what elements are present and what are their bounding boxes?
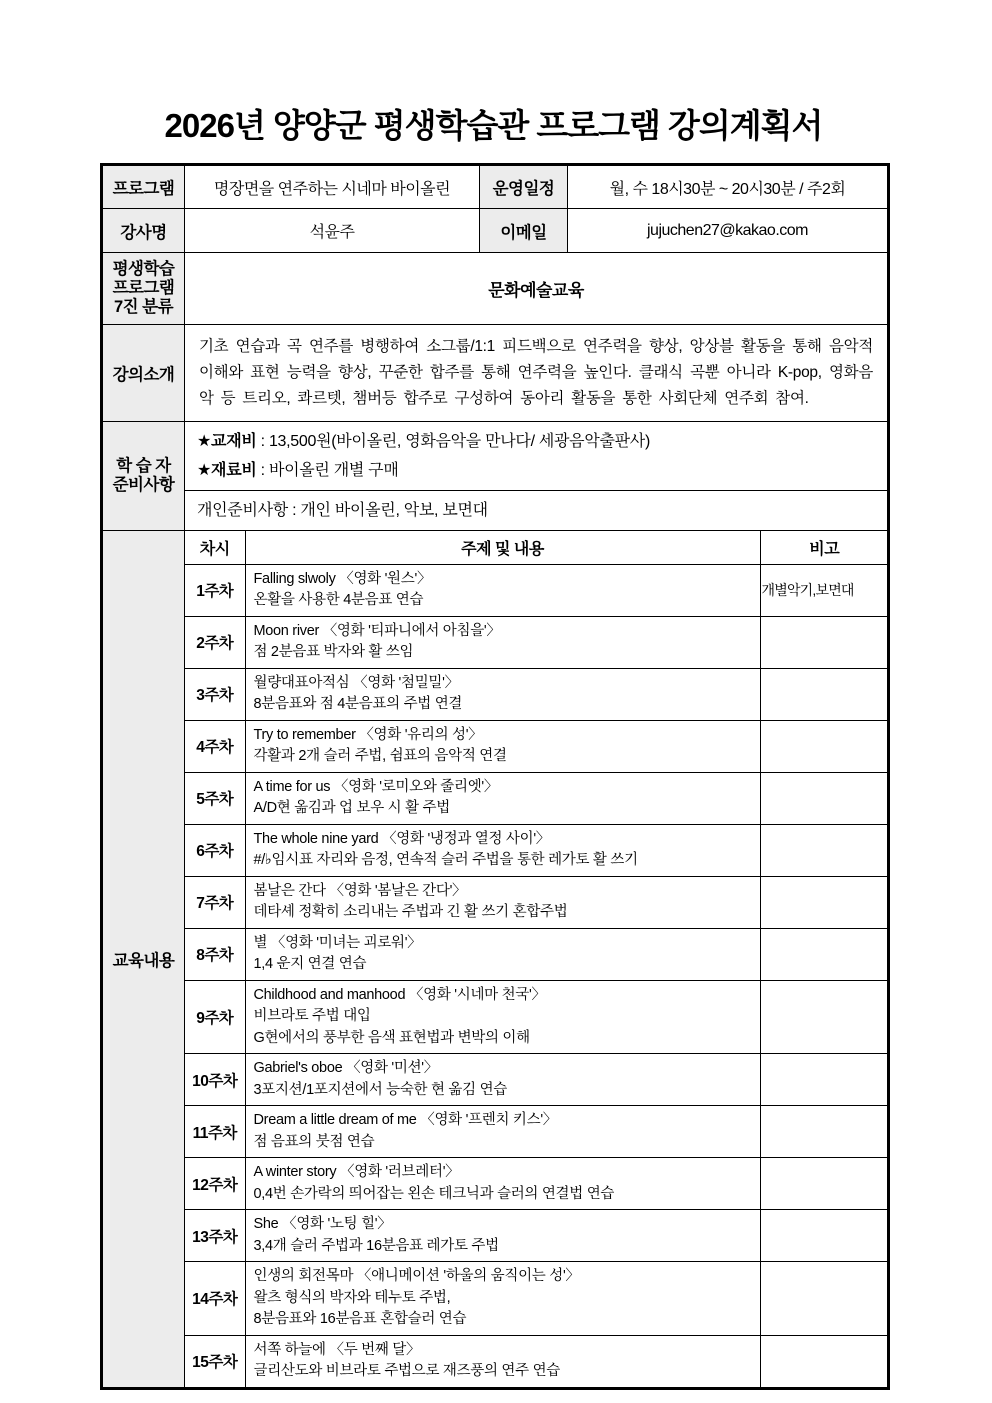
table-row — [102, 422, 889, 491]
topic-line: Gabriel's oboe 〈영화 '미션'〉 — [253, 1060, 438, 1076]
note-cell — [760, 1210, 888, 1262]
topic-cell — [245, 824, 760, 876]
note-cell — [760, 772, 888, 824]
topic-line: Childhood and manhood 〈영화 '시네마 천국'〉 — [253, 986, 546, 1003]
table-row — [102, 325, 889, 422]
prep-label-line: 학 습 자 — [116, 457, 171, 475]
topic-cell — [245, 1262, 760, 1336]
topic-line: 온활을 사용한 4분음표 연습 — [253, 592, 424, 608]
curriculum-row — [185, 1262, 888, 1336]
week-cell: 2주차 — [185, 616, 245, 668]
category-label — [102, 253, 185, 325]
curriculum-row — [185, 980, 888, 1054]
textbook-cost-label: ★교재비 — [197, 433, 257, 450]
textbook-cost-line — [197, 427, 875, 456]
curriculum-row — [185, 668, 888, 720]
curriculum-row — [185, 1158, 888, 1210]
topic-line: 별 〈영화 '미녀는 괴로워'〉 — [253, 934, 422, 951]
topic-line: 0,4번 손가락의 띄어잡는 왼손 테크닉과 슬러의 연결법 연습 — [253, 1185, 615, 1202]
schedule-value: 월, 수 18시30분 ~ 20시30분 / 주2회 — [568, 165, 889, 209]
note-cell — [760, 668, 888, 720]
topic-line: A/D현 옮김과 업 보우 시 활 주법 — [253, 800, 450, 816]
curriculum-section-label: 교육내용 — [102, 531, 185, 1389]
category-label-line: 평생학습 — [112, 260, 175, 278]
curriculum-row — [185, 720, 888, 772]
week-cell: 9주차 — [185, 980, 245, 1054]
curriculum-body — [185, 531, 888, 1387]
curriculum-header-row — [185, 531, 888, 564]
topic-line: Falling slwoly 〈영화 '원스'〉 — [253, 570, 432, 587]
week-cell: 10주차 — [185, 1054, 245, 1106]
textbook-cost-value: : 13,500원(바이올린, 영화음악을 만나다/ 세광음악출판사) — [256, 433, 650, 450]
week-cell: 3주차 — [185, 668, 245, 720]
topic-cell — [245, 1158, 760, 1210]
topic-line: 월량대표아적심 〈영화 '첨밀밀'〉 — [253, 674, 459, 691]
curriculum-row — [185, 824, 888, 876]
topic-line: Moon river 〈영화 '티파니에서 아침을'〉 — [253, 622, 501, 639]
topic-line: 왈츠 형식의 박자와 테누토 주법, — [253, 1289, 451, 1306]
week-cell: 1주차 — [185, 564, 245, 616]
topic-cell — [245, 668, 760, 720]
week-cell: 11주차 — [185, 1106, 245, 1158]
note-cell — [760, 1106, 888, 1158]
note-cell — [760, 1335, 888, 1387]
week-cell: 14주차 — [185, 1262, 245, 1336]
note-column-header: 비고 — [760, 531, 888, 564]
topic-line: A time for us 〈영화 '로미오와 줄리엣'〉 — [253, 778, 499, 795]
program-value: 명장면을 연주하는 시네마 바이올린 — [185, 165, 480, 209]
week-cell: 6주차 — [185, 824, 245, 876]
document-page — [100, 100, 887, 1390]
material-cost-label: ★재료비 — [197, 462, 257, 479]
week-cell: 5주차 — [185, 772, 245, 824]
curriculum-row — [185, 928, 888, 980]
topic-cell — [245, 928, 760, 980]
note-cell — [760, 616, 888, 668]
category-label-line: 프로그램 — [112, 279, 175, 297]
topic-line: Dream a little dream of me 〈영화 '프렌치 키스'〉 — [253, 1112, 558, 1128]
topic-cell — [245, 1054, 760, 1106]
email-label: 이메일 — [480, 209, 568, 253]
topic-line: 점 2분음표 박자와 활 쓰임 — [253, 644, 414, 660]
curriculum-row — [185, 564, 888, 616]
table-row — [102, 253, 889, 325]
note-cell — [760, 824, 888, 876]
curriculum-row — [185, 1106, 888, 1158]
topic-line: Try to remember 〈영화 '유리의 성'〉 — [253, 726, 483, 743]
topic-line: 점 음표의 붓점 연습 — [253, 1133, 375, 1150]
week-cell: 4주차 — [185, 720, 245, 772]
intro-text: 기초 연습과 곡 연주를 병행하여 소그룹/1:1 피드백으로 연주력을 향상, 앙상블 활동을 통해 음악적 이해와 표현 능력을 향상, 꾸준한 합주를 통해 연주력을 높인다. 클래식 곡뿐 아니라 K-pop, 영화음악 등 트리오, 콰르텟, 챔버등 합주로 구성하여 동아리 활동을 통한 사회단체 연주회 참여. — [185, 325, 889, 422]
email-value: jujuchen27@kakao.com — [568, 209, 889, 253]
page-title: 2026년 양양군 평생학습관 프로그램 강의계획서 — [164, 107, 823, 144]
topic-cell — [245, 876, 760, 928]
curriculum-row — [185, 876, 888, 928]
topic-cell — [245, 720, 760, 772]
prep-label — [102, 422, 185, 531]
week-cell: 7주차 — [185, 876, 245, 928]
topic-line: 데타셰 정확히 소리내는 주법과 긴 활 쓰기 혼합주법 — [253, 904, 568, 920]
note-cell — [760, 720, 888, 772]
topic-line: #/♭임시표 자리와 음정, 연속적 슬러 주법을 통한 레가토 활 쓰기 — [253, 852, 638, 868]
topic-line: 8분음표와 16분음표 혼합슬러 연습 — [253, 1311, 467, 1327]
topic-line: 서쪽 하늘에 〈두 번째 달〉 — [253, 1341, 421, 1358]
week-cell: 15주차 — [185, 1335, 245, 1387]
topic-line: The whole nine yard 〈영화 '냉정과 열정 사이'〉 — [253, 830, 550, 847]
personal-items: 개인준비사항 : 개인 바이올린, 악보, 보면대 — [185, 491, 889, 531]
prep-costs — [185, 422, 889, 491]
topic-line: 8분음표와 점 4분음표의 주법 연결 — [253, 696, 463, 712]
topic-line: 3포지션/1포지션에서 능숙한 현 옮김 연습 — [253, 1081, 507, 1098]
topic-cell — [245, 772, 760, 824]
week-cell: 12주차 — [185, 1158, 245, 1210]
topic-line: 1,4 운지 연결 연습 — [253, 956, 367, 972]
topic-cell — [245, 616, 760, 668]
topic-line: G현에서의 풍부한 음색 표현법과 변박의 이해 — [253, 1029, 530, 1046]
week-column-header: 차시 — [185, 531, 245, 564]
note-cell — [760, 1158, 888, 1210]
curriculum-row — [185, 1054, 888, 1106]
material-cost-value: : 바이올린 개별 구매 — [256, 462, 399, 479]
schedule-label: 운영일정 — [480, 165, 568, 209]
program-label: 프로그램 — [102, 165, 185, 209]
note-cell — [760, 876, 888, 928]
topic-line: She 〈영화 '노팅 힐'〉 — [253, 1216, 392, 1232]
note-cell: 개별악기,보면대 — [760, 564, 888, 616]
topic-cell — [245, 564, 760, 616]
lecture-plan-table — [100, 163, 890, 1390]
topic-line: A winter story 〈영화 '러브레터'〉 — [253, 1164, 460, 1180]
topic-line: 글리산도와 비브라토 주법으로 재즈풍의 연주 연습 — [253, 1363, 560, 1379]
topic-cell — [245, 1106, 760, 1158]
table-row — [102, 209, 889, 253]
topic-cell — [245, 1210, 760, 1262]
topic-line: 3,4개 슬러 주법과 16분음표 레가토 주법 — [253, 1237, 499, 1254]
table-row — [102, 531, 889, 1389]
curriculum-row — [185, 1210, 888, 1262]
week-cell: 13주차 — [185, 1210, 245, 1262]
curriculum-container — [185, 531, 889, 1389]
topic-cell — [245, 1335, 760, 1387]
category-value: 문화예술교육 — [185, 253, 889, 325]
category-label-line: 7진 분류 — [113, 298, 174, 316]
note-cell — [760, 1262, 888, 1336]
curriculum-row — [185, 1335, 888, 1387]
note-cell — [760, 928, 888, 980]
topic-column-header: 주제 및 내용 — [245, 531, 760, 564]
instructor-value: 석윤주 — [185, 209, 480, 253]
topic-line: 비브라토 주법 대입 — [253, 1008, 371, 1024]
curriculum-row — [185, 772, 888, 824]
note-cell — [760, 1054, 888, 1106]
curriculum-table — [185, 531, 888, 1387]
topic-cell — [245, 980, 760, 1054]
topic-line: 각활과 2개 슬러 주법, 쉼표의 음악적 연결 — [253, 748, 507, 764]
week-cell: 8주차 — [185, 928, 245, 980]
topic-line: 인생의 회전목마 〈애니메이션 '하울의 움직이는 성'〉 — [253, 1268, 580, 1284]
prep-label-line: 준비사항 — [112, 476, 175, 494]
table-row — [102, 165, 889, 209]
curriculum-row — [185, 616, 888, 668]
note-cell — [760, 980, 888, 1054]
intro-label: 강의소개 — [102, 325, 185, 422]
material-cost-line — [197, 456, 875, 485]
topic-line: 봄날은 간다 〈영화 '봄날은 간다'〉 — [253, 882, 467, 899]
instructor-label: 강사명 — [102, 209, 185, 253]
table-row — [102, 491, 889, 531]
